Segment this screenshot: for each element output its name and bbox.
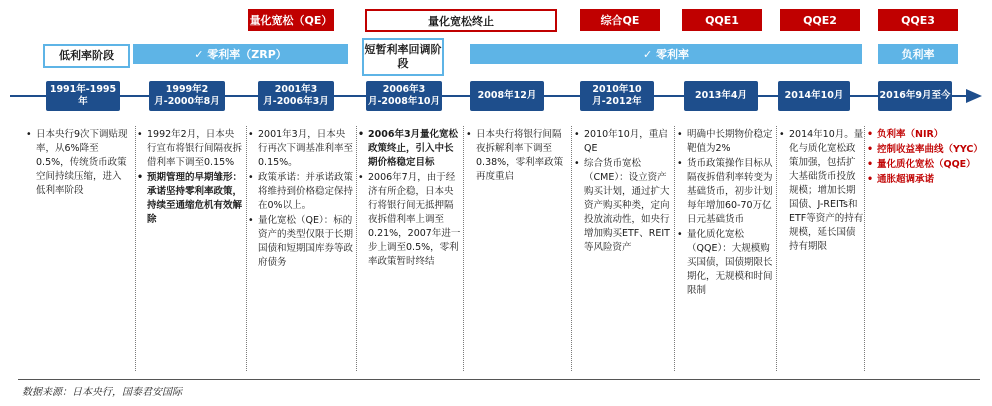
description-item: • 政策承诺：并承诺政策将维持到价格稳定保持在0%以上。 bbox=[248, 171, 354, 213]
description-2016 bbox=[867, 128, 982, 188]
source-divider bbox=[18, 379, 980, 380]
regime-negative: 负利率 bbox=[878, 44, 958, 64]
phase-qqe1-label: QQE1 bbox=[682, 9, 762, 31]
timeline-node-2006: 2006年3月-2008年10月 bbox=[366, 81, 442, 111]
description-item: • 日本央行将银行间隔夜拆解利率下调至0.38%，零利率政策再度重启 bbox=[466, 128, 570, 184]
description-1999 bbox=[137, 128, 243, 228]
regime-zero: ✓ 零利率 bbox=[470, 44, 862, 64]
column-divider bbox=[135, 126, 136, 371]
timeline-node-2013: 2013年4月 bbox=[684, 81, 758, 111]
phase-qe-label: 量化宽松（QE） bbox=[248, 9, 334, 31]
phase-qqe2-label: QQE2 bbox=[780, 9, 860, 31]
description-item: • 1992年2月，日本央行宣布将银行间隔夜拆借利率下调至0.15% bbox=[137, 128, 243, 170]
source-note: 数据来源：日本央行，国泰君安国际 bbox=[22, 387, 182, 398]
description-item: • 日本央行9次下调贴现率，从6%降至0.5%，传统货币政策空间持续压缩，进入低利率阶段 bbox=[26, 128, 130, 198]
description-item: • 2001年3月，日本央行再次下调基准利率至0.15%。 bbox=[248, 128, 354, 170]
timeline-node-2010: 2010年10月-2012年 bbox=[580, 81, 654, 111]
regime-low-rate: 低利率阶段 bbox=[43, 44, 130, 68]
description-item: • 控制收益率曲线（YYC） bbox=[867, 143, 982, 157]
description-item: • 2014年10月。量化与质化宽松政策加强，包括扩大基础货币投放规模；增加长期国债、J-REITs和ETF等资产的持有规模，延长国债持有期限 bbox=[779, 128, 864, 254]
column-divider bbox=[356, 126, 357, 371]
timeline-node-2001: 2001年3月-2006年3月 bbox=[258, 81, 334, 111]
description-item: • 量化质化宽松（QQE） bbox=[867, 158, 982, 172]
column-divider bbox=[463, 126, 464, 371]
timeline-node-2014: 2014年10月 bbox=[778, 81, 850, 111]
regime-short-hike: 短暂利率回调阶段 bbox=[362, 38, 444, 76]
description-item: • 2010年10月，重启QE bbox=[574, 128, 674, 156]
description-item: • 2006年7月，由于经济有所企稳，日本央行将银行间无抵押隔夜拆借利率上调至0.21%，2007年进一步上调至0.5%，零利率政策暂时终结 bbox=[358, 171, 462, 269]
phase-qqe3-label: QQE3 bbox=[878, 9, 958, 31]
description-item: • 预期管理的早期雏形：承诺坚持零利率政策，持续至通缩危机有效解除 bbox=[137, 171, 243, 227]
description-item: • 综合货币宽松（CME）：设立资产购买计划，通过扩大资产购买种类，定向投放流动性，如央行增加购买ETF、REIT等风险资产 bbox=[574, 157, 674, 255]
description-2006 bbox=[358, 128, 462, 270]
timeline-node-2008: 2008年12月 bbox=[470, 81, 544, 111]
column-divider bbox=[674, 126, 675, 371]
description-1991 bbox=[26, 128, 130, 199]
timeline-node-1991: 1991年-1995年 bbox=[46, 81, 120, 111]
description-item: • 明确中长期物价稳定靶值为2% bbox=[677, 128, 775, 156]
description-2010 bbox=[574, 128, 674, 256]
description-item: • 通胀超调承诺 bbox=[867, 173, 982, 187]
regime-zrp: ✓ 零利率（ZRP） bbox=[133, 44, 348, 64]
description-2001 bbox=[248, 128, 354, 271]
description-2014 bbox=[779, 128, 864, 255]
description-2008 bbox=[466, 128, 570, 185]
phase-cme-label: 综合QE bbox=[580, 9, 660, 31]
description-item: • 2006年3月量化宽松政策终止，引入中长期价格稳定目标 bbox=[358, 128, 462, 170]
timeline-node-2016: 2016年9月至今 bbox=[878, 81, 952, 111]
phase-qe-end-label: 量化宽松终止 bbox=[365, 9, 557, 32]
description-2013 bbox=[677, 128, 775, 299]
column-divider bbox=[776, 126, 777, 371]
column-divider bbox=[571, 126, 572, 371]
timeline-node-1999: 1999年2月-2000年8月 bbox=[149, 81, 225, 111]
description-item: • 量化质化宽松（QQE）：大规模购买国债，国债期限长期化，无规模和时间限制 bbox=[677, 228, 775, 298]
column-divider bbox=[246, 126, 247, 371]
timeline-arrow-icon bbox=[966, 89, 982, 103]
column-divider bbox=[864, 126, 865, 371]
description-item: • 负利率（NIR） bbox=[867, 128, 982, 142]
description-item: • 货币政策操作目标从隔夜拆借利率转变为基础货币，初步计划每年增加60-70万亿日元基础货币 bbox=[677, 157, 775, 227]
description-item: • 量化宽松（QE）：标的资产的类型仅限于长期国债和短期国库券等政府债务 bbox=[248, 214, 354, 270]
